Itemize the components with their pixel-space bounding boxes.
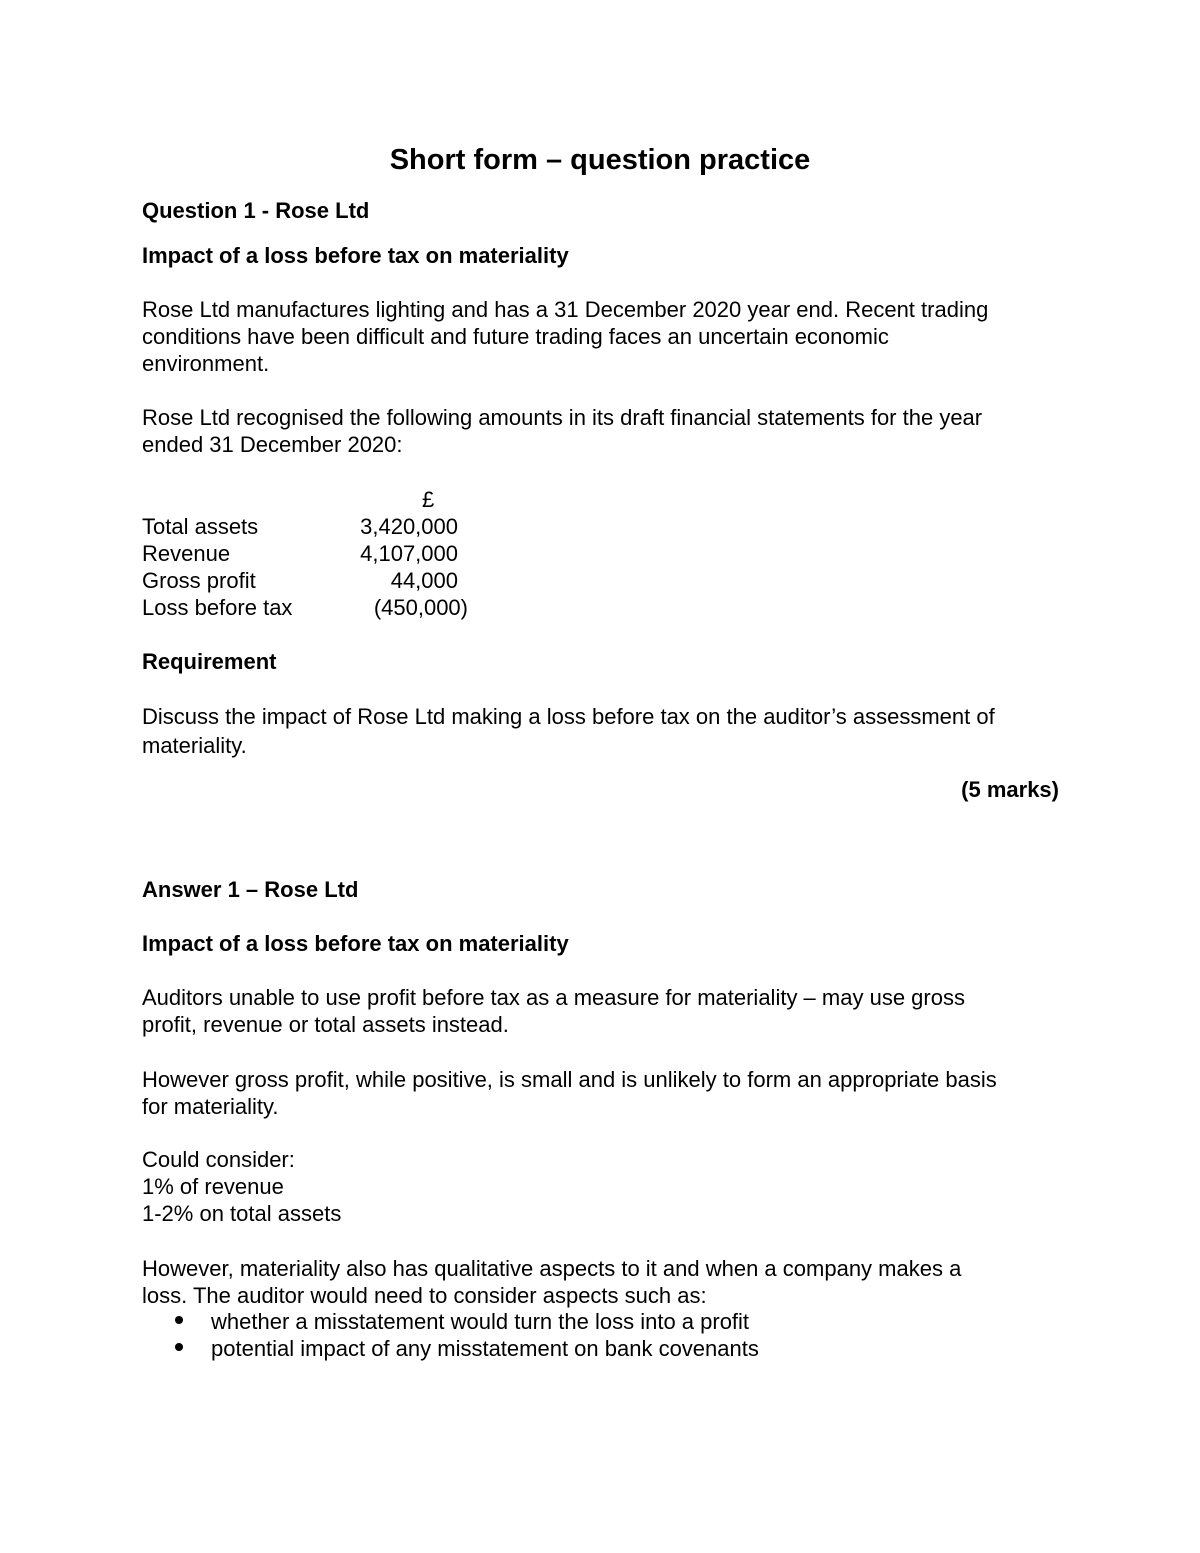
question-paragraph-line: Rose Ltd recognised the following amounts in its draft financial statements for the year (142, 405, 983, 430)
question-subheading: Impact of a loss before tax on materiality (142, 243, 569, 268)
answer-subheading: Impact of a loss before tax on materiality (142, 931, 569, 956)
answer-paragraph-line: profit, revenue or total assets instead. (142, 1012, 509, 1037)
consider-line: 1-2% on total assets (142, 1201, 342, 1226)
financial-value: 3,420,000 (360, 514, 458, 539)
question-paragraph-line: environment. (142, 351, 270, 376)
currency-header: £ (422, 487, 435, 512)
financial-label: Revenue (142, 541, 231, 566)
answer-paragraph-line: for materiality. (142, 1094, 279, 1119)
financial-value: 4,107,000 (360, 541, 458, 566)
question-heading: Question 1 - Rose Ltd (142, 198, 370, 223)
financial-label: Loss before tax (142, 595, 293, 620)
bullet-item: whether a misstatement would turn the loss into a profit (211, 1309, 750, 1334)
question-paragraph-line: Rose Ltd manufactures lighting and has a 31 December 2020 year end. Recent trading (142, 297, 989, 322)
consider-line: Could consider: (142, 1147, 295, 1172)
page-title: Short form – question practice (389, 144, 811, 176)
financial-label: Gross profit (142, 568, 256, 593)
answer-paragraph-line: However gross profit, while positive, is small and is unlikely to form an appropriate basis (142, 1067, 997, 1092)
answer-paragraph-line: However, materiality also has qualitative aspects to it and when a company makes a (142, 1256, 962, 1281)
answer-paragraph-line: Auditors unable to use profit before tax as a measure for materiality – may use gross (142, 985, 965, 1010)
bullet-icon (175, 1343, 183, 1351)
consider-line: 1% of revenue (142, 1174, 284, 1199)
question-paragraph-line: conditions have been difficult and future trading faces an uncertain economic (142, 324, 889, 349)
requirement-line: Discuss the impact of Rose Ltd making a loss before tax on the auditor’s assessment of (142, 704, 995, 729)
bullet-item: potential impact of any misstatement on bank covenants (211, 1336, 759, 1361)
answer-paragraph-line: loss. The auditor would need to consider aspects such as: (142, 1283, 707, 1308)
financial-label: Total assets (142, 514, 259, 539)
marks-label: (5 marks) (961, 777, 1059, 802)
answer-heading: Answer 1 – Rose Ltd (142, 877, 359, 902)
bullet-icon (175, 1316, 183, 1324)
question-paragraph-line: ended 31 December 2020: (142, 432, 403, 457)
requirement-line: materiality. (142, 733, 247, 758)
financial-value: 44,000 (390, 568, 458, 593)
financial-value: (450,000) (373, 595, 468, 620)
requirement-heading: Requirement (142, 649, 277, 674)
